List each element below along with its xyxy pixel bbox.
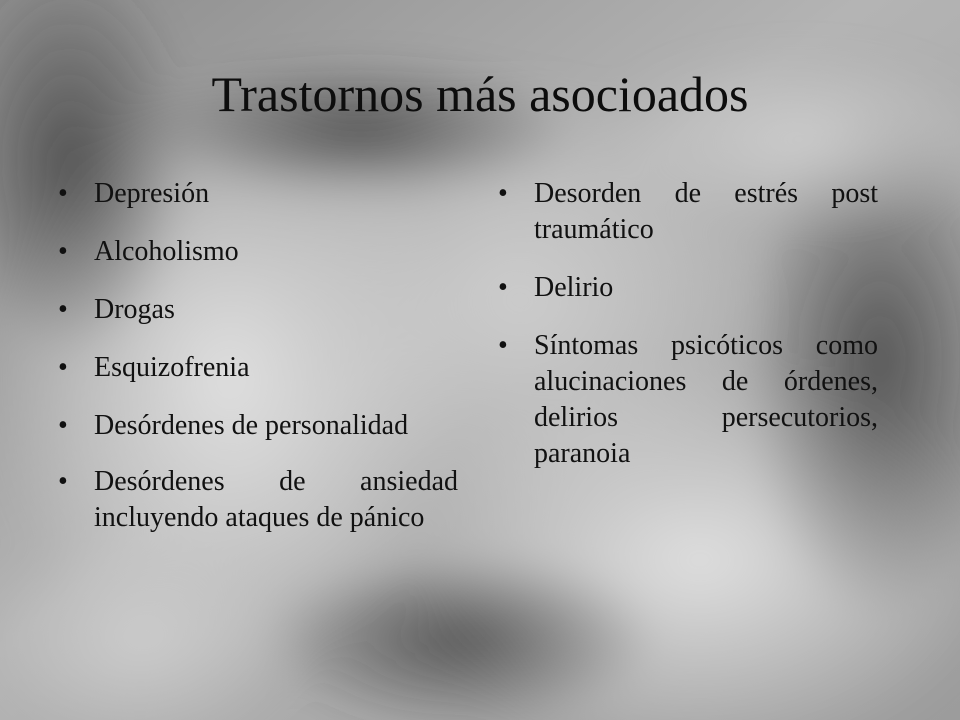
list-item-text: Esquizofrenia xyxy=(94,352,250,383)
list-item xyxy=(58,464,458,536)
slide-title: Trastornos más asocioados xyxy=(211,66,749,122)
right-bullet-list xyxy=(498,176,878,494)
list-item xyxy=(498,176,878,248)
bullet-icon: • xyxy=(58,236,68,267)
bullet-icon: • xyxy=(498,330,508,361)
list-item xyxy=(58,292,458,328)
list-item xyxy=(58,350,458,386)
list-item xyxy=(58,176,458,212)
list-item-text: Síntomas psicóticos como alucinaciones de órdenes, delirios persecutorios, paranoia xyxy=(534,330,878,469)
bullet-icon: • xyxy=(498,178,508,209)
list-item xyxy=(498,270,878,306)
list-item-text: Depresión xyxy=(94,178,210,209)
list-item-text: Desórdenes de personalidad xyxy=(94,410,409,441)
list-item-text: Alcoholismo xyxy=(94,236,239,267)
list-item-text: Delirio xyxy=(534,272,614,303)
bullet-icon: • xyxy=(58,178,68,209)
list-item xyxy=(498,328,878,472)
list-item-text: Desórdenes de ansiedad incluyendo ataques de pánico xyxy=(94,466,458,533)
bullet-icon: • xyxy=(498,272,508,303)
list-item xyxy=(58,234,458,270)
bullet-icon: • xyxy=(58,466,68,497)
bullet-icon: • xyxy=(58,352,68,383)
list-item-text: Desorden de estrés post traumático xyxy=(534,178,878,245)
left-bullet-list xyxy=(58,176,458,558)
bullet-icon: • xyxy=(58,410,68,441)
list-item-text: Drogas xyxy=(94,294,175,325)
bullet-icon: • xyxy=(58,294,68,325)
list-item xyxy=(58,408,458,444)
